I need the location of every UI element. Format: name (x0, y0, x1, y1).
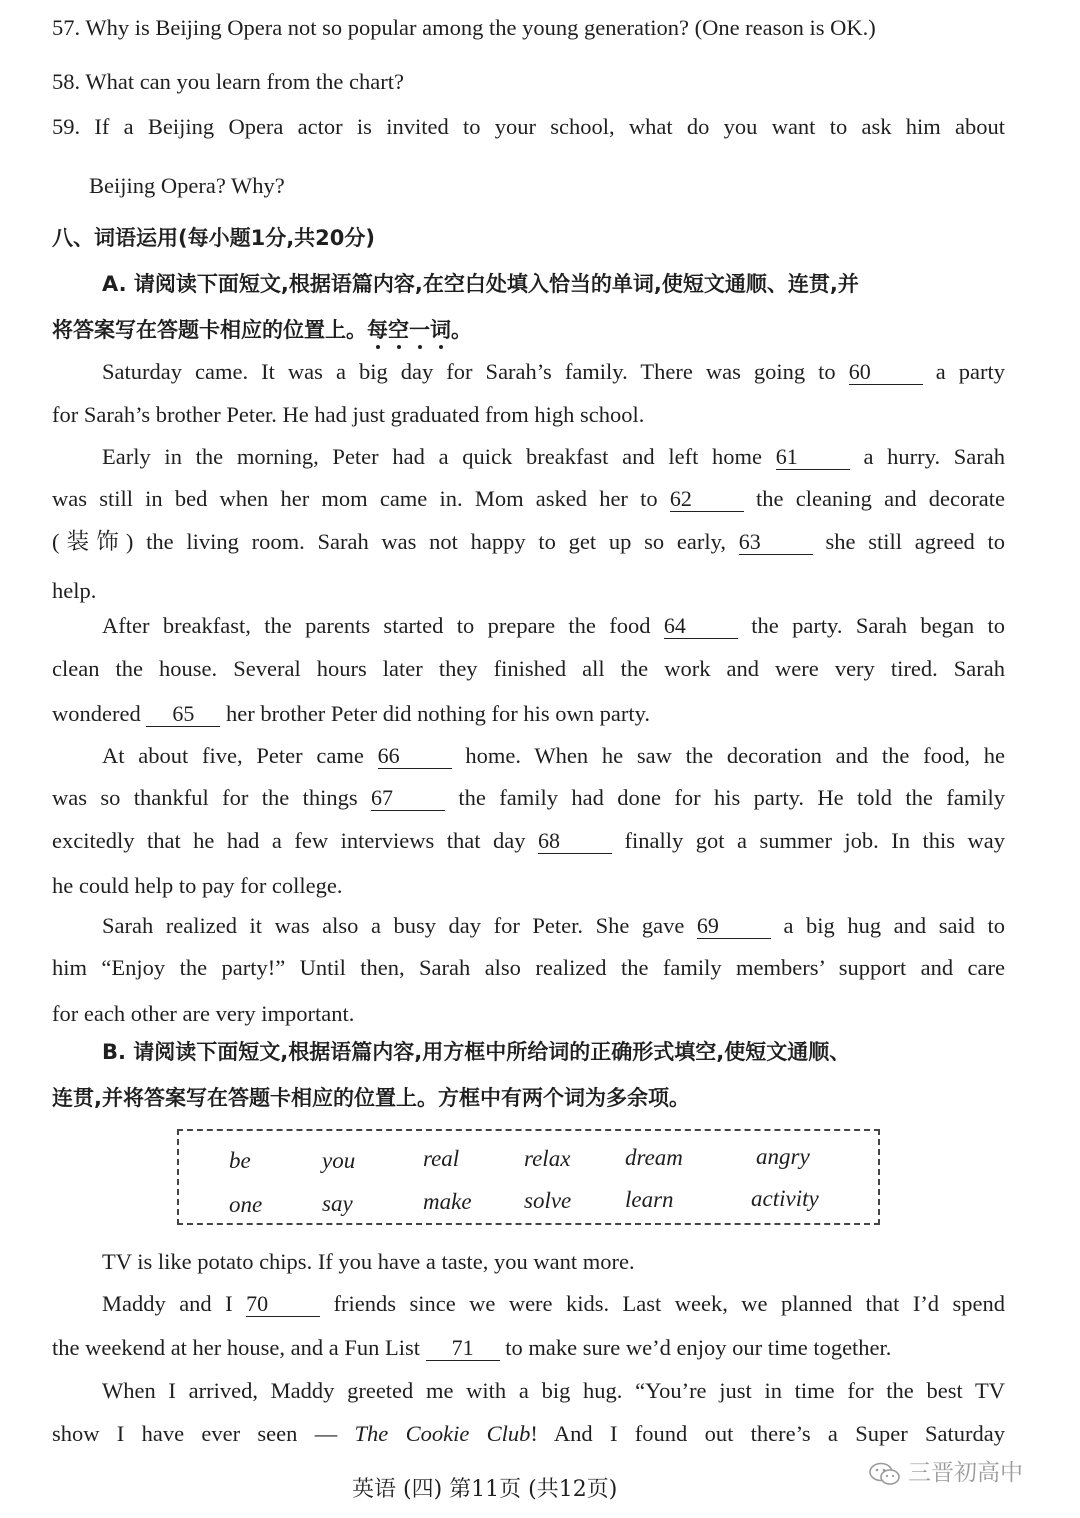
word-option: say (322, 1191, 353, 1216)
blank-65[interactable]: 65 (146, 702, 220, 727)
wechat-icon (868, 1462, 902, 1486)
word-option: learn (625, 1187, 674, 1212)
blank-63[interactable]: 63 (739, 530, 813, 555)
blank-71[interactable]: 71 (426, 1336, 500, 1361)
passage-a-line: excitedly that he had a few interviews that day 68 finally got a summer job. In this way (52, 828, 1005, 853)
section-title: 八、词语运用(每小题1分,共20分) (52, 226, 376, 250)
word-option: activity (751, 1186, 819, 1211)
question-59-continued: Beijing Opera? Why? (89, 173, 285, 198)
passage-b-line: the weekend at her house, and a Fun List 71 to make sure we’d enjoy our time together. (52, 1335, 892, 1360)
part-a-instruction: A. 请阅读下面短文,根据语篇内容,在空白处填入恰当的单词,使短文通顺、连贯,并 (102, 272, 859, 296)
passage-b-line: When I arrived, Maddy greeted me with a big hug. “You’re just in time for the best TV (102, 1378, 1005, 1403)
blank-70[interactable]: 70 (246, 1292, 320, 1317)
blank-67[interactable]: 67 (371, 786, 445, 811)
passage-b-line: Maddy and I 70 friends since we were kids. Last week, we planned that I’d spend (102, 1291, 1005, 1316)
part-b-instruction-2: 连贯,并将答案写在答题卡相应的位置上。方框中有两个词为多余项。 (52, 1086, 690, 1110)
blank-68[interactable]: 68 (538, 829, 612, 854)
passage-a-line: help. (52, 578, 97, 603)
word-option: angry (756, 1144, 810, 1169)
passage-a-line: After breakfast, the parents started to prepare the food 64 the party. Sarah began to (102, 613, 1005, 638)
word-option: make (423, 1189, 472, 1214)
word-option: dream (625, 1145, 683, 1170)
word-box (177, 1129, 880, 1225)
passage-a-line: At about five, Peter came 66 home. When he saw the decoration and the food, he (102, 743, 1005, 768)
blank-69[interactable]: 69 (697, 914, 771, 939)
passage-a-line: (装饰) the living room. Sarah was not happy to get up so early, 63 she still agreed to (52, 529, 1005, 554)
emphasis-text: 每空一词 (367, 318, 451, 342)
passage-a-line: was so thankful for the things 67 the family had done for his party. He told the family (52, 785, 1005, 810)
passage-a-line: for each other are very important. (52, 1001, 355, 1026)
passage-a-line: was still in bed when her mom came in. Mom asked her to 62 the cleaning and decorate (52, 486, 1005, 511)
word-option: solve (524, 1188, 572, 1213)
question-59: 59. If a Beijing Opera actor is invited to your school, what do you want to ask him about (52, 114, 1005, 139)
blank-66[interactable]: 66 (378, 744, 452, 769)
passage-a-line: wondered 65 her brother Peter did nothing for his own party. (52, 701, 651, 726)
passage-a-line: clean the house. Several hours later they finished all the work and were very tired. Sarah (52, 656, 1005, 681)
blank-62[interactable]: 62 (670, 487, 744, 512)
word-option: relax (524, 1146, 571, 1171)
passage-a-line: him “Enjoy the party!” Until then, Sarah also realized the family members’ support and care (52, 955, 1005, 980)
blank-64[interactable]: 64 (664, 614, 738, 639)
part-b-instruction: B. 请阅读下面短文,根据语篇内容,用方框中所给词的正确形式填空,使短文通顺、 (102, 1040, 851, 1064)
part-a-instruction-2: 将答案写在答题卡相应的位置上。每空一词。 (52, 318, 472, 342)
passage-a-line: Early in the morning, Peter had a quick breakfast and left home 61 a hurry. Sarah (102, 444, 1005, 469)
word-option: real (423, 1146, 460, 1171)
blank-61[interactable]: 61 (776, 445, 850, 470)
question-58: 58. What can you learn from the chart? (52, 69, 404, 94)
passage-a-line: for Sarah’s brother Peter. He had just graduated from high school. (52, 402, 645, 427)
page-footer: 英语 (四) 第11页 (共12页) (352, 1477, 618, 1502)
word-option: you (322, 1148, 356, 1173)
word-option: be (229, 1148, 251, 1173)
passage-a-line: Saturday came. It was a big day for Sarah’s family. There was going to 60 a party (102, 359, 1005, 384)
word-option: one (229, 1192, 263, 1217)
watermark: 三晋初高中 (868, 1454, 1023, 1487)
passage-b-line: TV is like potato chips. If you have a taste, you want more. (102, 1249, 635, 1274)
blank-60[interactable]: 60 (849, 360, 923, 385)
passage-a-line: he could help to pay for college. (52, 873, 343, 898)
question-57: 57. Why is Beijing Opera not so popular among the young generation? (One reason is OK.) (52, 15, 876, 40)
passage-a-line: Sarah realized it was also a busy day for Peter. She gave 69 a big hug and said to (102, 913, 1005, 938)
passage-b-line: show I have ever seen — The Cookie Club! And I found out there’s a Super Saturday (52, 1421, 1005, 1446)
